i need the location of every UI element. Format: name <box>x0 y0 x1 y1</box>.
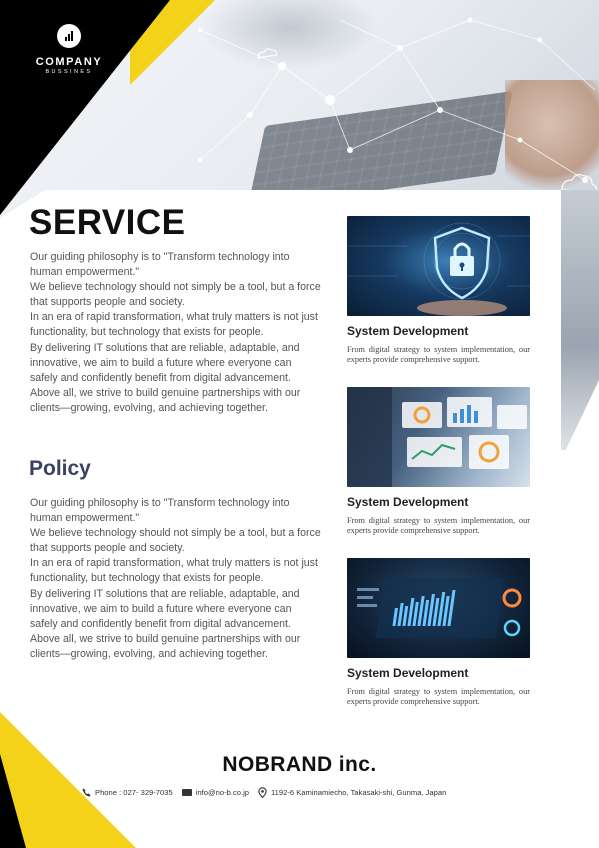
service-card <box>347 387 530 536</box>
security-lock-image <box>347 216 530 316</box>
address-text: 1192-6 Kaminamiecho, Takasaki-shi, Gunma, Japan <box>271 787 447 797</box>
data-chart-image <box>347 558 530 658</box>
company-logo <box>24 24 114 75</box>
data-chart-graphic <box>347 558 530 658</box>
policy-body-text: Our guiding philosophy is to "Transform technology into human empowerment." We believe technology should not simply be a tool, but a force that supports people and society. In an era of rapid transformation, what truly matters is not just functionality, but technology that exists for people. By delivering IT solutions that are reliable, adaptable, and innovative, we aim to build a future where everyone can safely and confidently benefit from digital advancement. Above all, we strive to build genuine partnerships with our clients—growing, evolving, and achieving together. <box>30 497 321 660</box>
mail-icon <box>182 789 192 796</box>
location-pin-icon <box>258 787 267 798</box>
card-description: From digital strategy to system implementation, our experts provide comprehensive support. <box>347 345 530 365</box>
service-card <box>347 558 530 707</box>
service-title: SERVICE <box>29 203 186 242</box>
service-card <box>347 216 530 365</box>
logo-tagline: BUSSINES <box>45 69 93 75</box>
analytics-dashboard-image <box>347 387 530 487</box>
service-body-text: Our guiding philosophy is to "Transform technology into human empowerment." We believe technology should not simply be a tool, but a force that supports people and society. In an era of rapid transformation, what truly matters is not just functionality, but technology that exists for people. By delivering IT solutions that are reliable, adaptable, and innovative, we aim to build a future where everyone can safely and confidently benefit from digital advancement. Above all, we strive to build genuine partnerships with our clients—growing, evolving, and achieving together. <box>30 251 321 414</box>
dashboard-graphic <box>347 387 530 487</box>
logo-name: COMPANY <box>35 56 103 68</box>
policy-title: Policy <box>29 457 91 480</box>
email-item[interactable] <box>182 788 249 797</box>
card-title: System Development <box>347 495 469 509</box>
right-decor-cut <box>561 380 599 460</box>
phone-text: Phone : 027- 329-7035 <box>95 787 173 797</box>
company-name: NOBRAND inc. <box>222 753 377 776</box>
bottom-corner-decoration <box>0 712 140 848</box>
address-item <box>258 787 446 798</box>
phone-icon <box>82 788 91 797</box>
contact-info <box>82 786 455 798</box>
email-text[interactable]: info@no-b.co.jp <box>195 787 250 797</box>
card-title: System Development <box>347 324 469 338</box>
bar-chart-icon <box>57 24 81 48</box>
shield-lock-icon <box>347 216 530 316</box>
phone-item <box>82 788 173 797</box>
card-description: From digital strategy to system implementation, our experts provide comprehensive support. <box>347 516 530 536</box>
card-description: From digital strategy to system implementation, our experts provide comprehensive support. <box>347 687 530 707</box>
card-title: System Development <box>347 666 469 680</box>
